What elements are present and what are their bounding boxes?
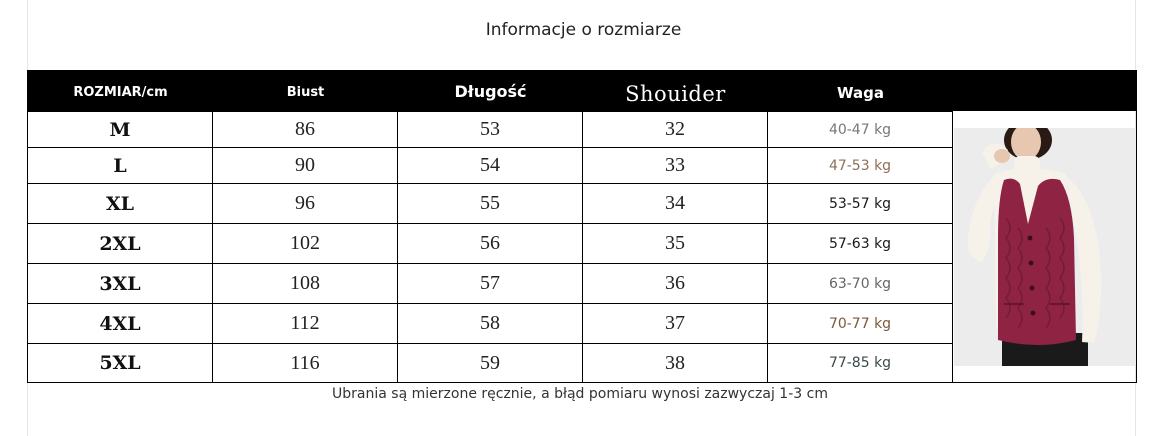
cell-biust: 90 — [213, 148, 398, 183]
table-row — [28, 111, 953, 147]
cell-waga: 63-70 kg — [768, 264, 953, 303]
cell-dlugosc: 55 — [398, 184, 583, 223]
table-row — [28, 147, 953, 183]
cell-biust: 102 — [213, 224, 398, 263]
cell-waga: 77-85 kg — [768, 344, 953, 382]
cell-dlugosc: 56 — [398, 224, 583, 263]
cell-waga: 57-63 kg — [768, 224, 953, 263]
page-title: Informacje o rozmiarze — [485, 20, 682, 40]
cell-shoulder: 35 — [583, 224, 768, 263]
header-biust: Biust — [286, 85, 325, 100]
header-waga: Waga — [837, 84, 884, 102]
cell-size: M — [28, 112, 213, 147]
cell-shoulder: 34 — [583, 184, 768, 223]
cell-biust: 86 — [213, 112, 398, 147]
cell-biust: 116 — [213, 344, 398, 382]
cell-waga: 40-47 kg — [768, 112, 953, 147]
cell-size: L — [28, 148, 213, 183]
cell-dlugosc: 59 — [398, 344, 583, 382]
cell-size: 3XL — [28, 264, 213, 303]
vest-button — [1030, 286, 1035, 291]
cell-size: 5XL — [28, 344, 213, 382]
cell-dlugosc: 58 — [398, 304, 583, 343]
cell-shoulder: 32 — [583, 112, 768, 147]
hand — [994, 149, 1010, 163]
cell-size: 2XL — [28, 224, 213, 263]
model-photo — [954, 128, 1136, 366]
cell-dlugosc: 54 — [398, 148, 583, 183]
table-row — [28, 223, 953, 263]
cell-waga: 47-53 kg — [768, 148, 953, 183]
cell-shoulder: 38 — [583, 344, 768, 382]
header-shoulder: Shouider — [625, 82, 726, 106]
cell-biust: 108 — [213, 264, 398, 303]
vest-button — [1029, 261, 1034, 266]
table-row — [28, 303, 953, 343]
table-row — [28, 343, 953, 382]
table-header — [28, 71, 1136, 111]
model-illustration — [954, 128, 1136, 366]
cell-shoulder: 36 — [583, 264, 768, 303]
cell-size: 4XL — [28, 304, 213, 343]
quilted-vest — [998, 179, 1076, 345]
cell-shoulder: 33 — [583, 148, 768, 183]
header-dlugosc: Długość — [454, 82, 527, 101]
table-row — [28, 263, 953, 303]
measurement-note: Ubrania są mierzone ręcznie, a błąd pomiaru wynosi zazwyczaj 1-3 cm — [332, 386, 828, 402]
cell-size: XL — [28, 184, 213, 223]
cell-dlugosc: 53 — [398, 112, 583, 147]
table-row — [28, 183, 953, 223]
cell-waga: 53-57 kg — [768, 184, 953, 223]
vest-button — [1028, 236, 1033, 241]
cell-biust: 96 — [213, 184, 398, 223]
cell-biust: 112 — [213, 304, 398, 343]
cell-shoulder: 37 — [583, 304, 768, 343]
vest-button — [1031, 311, 1036, 316]
header-size: ROZMIAR/cm — [73, 85, 168, 100]
cell-dlugosc: 57 — [398, 264, 583, 303]
cell-waga: 70-77 kg — [768, 304, 953, 343]
